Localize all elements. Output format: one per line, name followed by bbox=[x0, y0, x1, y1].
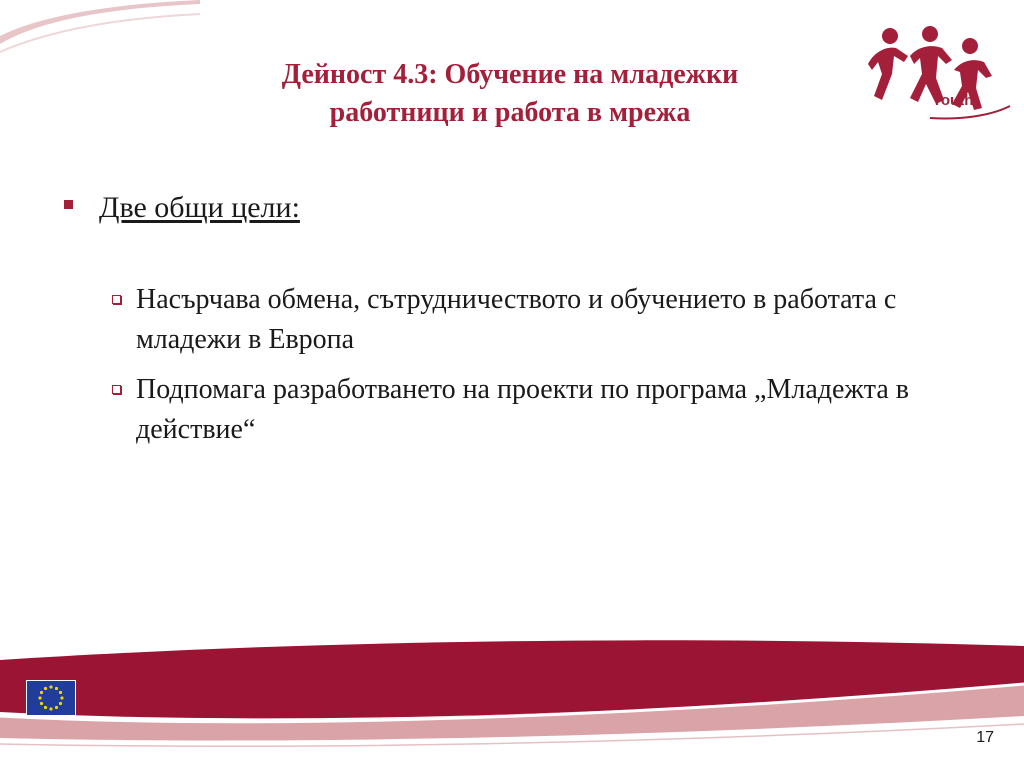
sub-bullet-1 bbox=[112, 280, 926, 360]
eu-flag-icon bbox=[26, 680, 76, 716]
title-line-1: Дейност 4.3: Обучение на младежки bbox=[281, 59, 739, 90]
page-number: 17 bbox=[976, 729, 994, 746]
bullet-text: Две общи цели: bbox=[99, 191, 300, 224]
sub-bullet-text: Насърчава обмена, сътрудничеството и обучението в работата с младежи в Европа bbox=[136, 284, 897, 355]
sub-bullet-text: Подпомага разработването на проекти по програма „Младежта в действие“ bbox=[136, 374, 909, 445]
title-line-2: работници и работа в мрежа bbox=[329, 97, 691, 128]
hollow-square-bullet-icon bbox=[112, 385, 121, 394]
bottom-decor-band bbox=[0, 620, 1024, 768]
bullet-level-1 bbox=[64, 188, 300, 228]
top-decor-swoosh bbox=[0, 0, 200, 60]
youth-logo-text: Youth bbox=[932, 92, 974, 109]
square-bullet-icon bbox=[64, 200, 73, 209]
slide-title bbox=[180, 56, 840, 132]
hollow-square-bullet-icon bbox=[112, 295, 121, 304]
sub-bullet-2 bbox=[112, 370, 926, 450]
